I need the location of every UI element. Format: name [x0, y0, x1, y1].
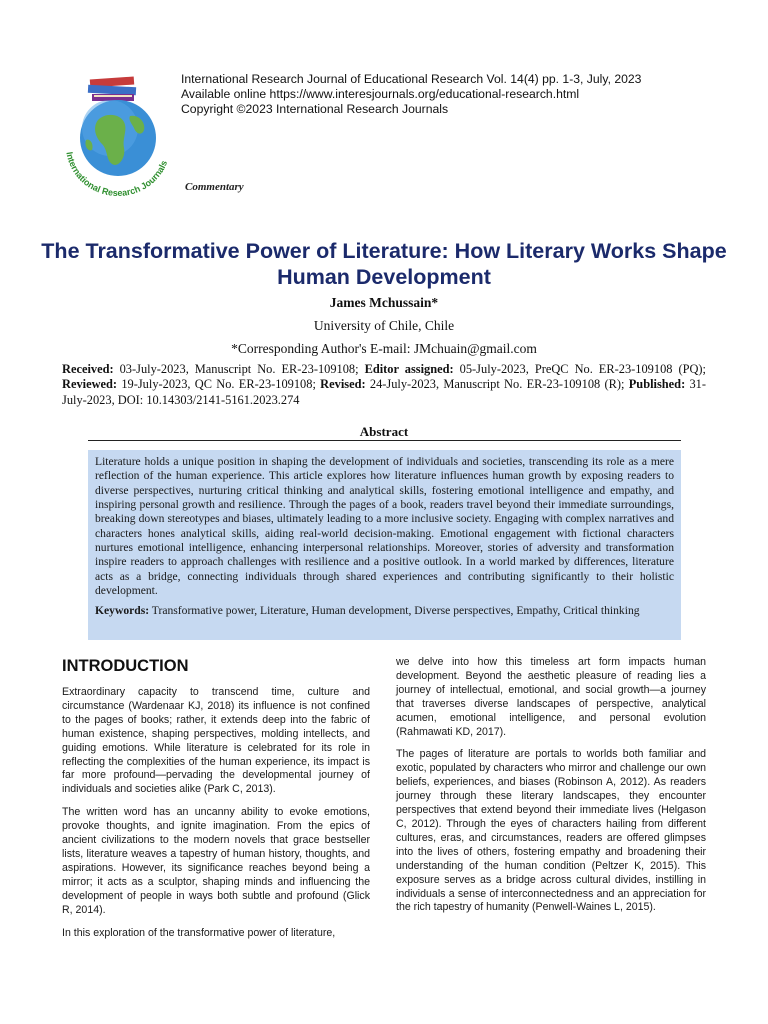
corresponding-email[interactable]: *Corresponding Author's E-mail: JMchuain@gmail.com	[231, 341, 537, 356]
revised-value: 24-July-2023, Manuscript No. ER-23-109108 (R);	[365, 377, 629, 392]
paragraph: we delve into how this timeless art form impacts human development. Beyond the aesthetic pleasure of reading lies a journey of intellectual, emotional, and social growth—a journey that traverses diverse landscapes of perspective, analytical acumen, emotional intelligence, and personal evolution (Rahmawati KD, 2017).	[396, 656, 706, 738]
author-affiliation: University of Chile, Chile	[313, 318, 455, 333]
paragraph: The pages of literature are portals to worlds both familiar and exotic, populated by characters who mirror and challenge our own beliefs, experiences, and biases (Robinson A, 2012). As readers journey through these literary landscapes, they encounter perspectives that extend beyond their immediate lives (Helgason C, 2012). Through the eyes of characters hailing from different cultures, eras, and circumstances, readers are offered glimpses into the lives of others, fostering empathy and broadening their understanding of the human condition (Peltzer K, 2015). This exposure serves as a bridge across cultural divides, instilling in individuals a sense of interconnectedness and an appreciation for the rich tapestry of humanity (Penwell-Waines L, 2015).	[396, 748, 706, 914]
revised-label: Revised:	[320, 377, 366, 392]
keywords-value: Transformative power, Literature, Human development, Diverse perspectives, Empathy, Critical thinking	[149, 604, 640, 618]
globe-books-icon	[58, 68, 178, 198]
published-label: Published:	[628, 377, 686, 392]
paragraph: Extraordinary capacity to transcend time, culture and circumstance (Wardenaar KJ, 2018) its influence is not confined to the pages of books; rather, it extends deep into the fabric of human existence, shaping perspectives, molding intellects, and guiding emotions. While literature is celebrated for its role in reflecting the complexities of the human experience, its impact is far more profound—pervading the developmental journey of individuals and societies alike (Park C, 2013).	[62, 686, 370, 796]
abstract-box	[88, 450, 681, 640]
article-title: The Transformative Power of Literature: How Literary Works Shape Human Development	[41, 239, 727, 289]
svg-text:International Research Journal: International Research Journals	[64, 151, 170, 198]
editor-label: Editor assigned:	[364, 362, 454, 376]
editor-value: 05-July-2023, PreQC No. ER-23-109108 (PQ);	[453, 362, 706, 376]
body-column-right	[396, 656, 706, 924]
journal-citation: International Research Journal of Educational Research Vol. 14(4) pp. 1-3, July, 2023	[181, 72, 642, 86]
body-column-left	[62, 656, 370, 949]
journal-info	[181, 72, 641, 116]
paragraph: In this exploration of the transformative power of literature,	[62, 926, 336, 939]
keywords-label: Keywords:	[95, 604, 150, 618]
received-value: 03-July-2023, Manuscript No. ER-23-109108;	[113, 362, 365, 376]
reviewed-label: Reviewed:	[62, 377, 118, 392]
article-dates	[62, 362, 706, 408]
paragraph: The written word has an uncanny ability to evoke emotions, provoke thoughts, and ignite imagination. From the epics of ancient civilizations to the modern novels that grace bestseller lists, literature weaves a tapestry of human history, thoughts, and aspirations. However, its significance reaches beyond being a mirror; it acts as a sculptor, shaping minds and influencing the development of people in ways both subtle and profound (Glick R, 2014).	[62, 806, 370, 916]
author-name: James Mchussain*	[329, 295, 439, 310]
abstract-divider	[88, 440, 681, 441]
journal-copyright: Copyright ©2023 International Research Journals	[181, 101, 449, 116]
abstract-text: Literature holds a unique position in shaping the development of individuals and societies, transcending its role as a mere reflection of the human experience. This article explores how literature influences human growth by exposing readers to diverse perspectives, nurturing critical thinking and analytical skills, fostering emotional intelligence and empathy, and inspiring personal growth and resilience. Through the pages of a book, readers travel beyond their immediate surroundings, breaking down stereotypes and biases, ultimately leading to a more inclusive society. Engaging with complex narratives and characters hones analytical skills, aiding real-world decision-making. Emotional engagement with fictional characters nurtures emotional intelligence, enhancing interpersonal relationships. Moreover, stories of adversity and transformation inspire readers to approach challenges with resilience and a positive outlook. In a world marked by differences, literature acts as a bridge, connecting individuals through shared experiences and contributing significantly to their holistic development.	[95, 455, 674, 598]
received-label: Received:	[62, 362, 114, 376]
section-heading-introduction: INTRODUCTION	[62, 657, 189, 675]
journal-logo	[58, 68, 178, 198]
published-value: 31-July-2023, DOI: 10.14303/2141-5161.2023.274	[62, 377, 706, 407]
journal-online-url[interactable]: Available online https://www.interesjournals.org/educational-research.html	[181, 86, 580, 101]
keywords	[95, 604, 674, 618]
reviewed-value: 19-July-2023, QC No. ER-23-109108;	[117, 377, 321, 392]
article-type: Commentary	[185, 181, 244, 193]
abstract-heading: Abstract	[359, 424, 409, 439]
